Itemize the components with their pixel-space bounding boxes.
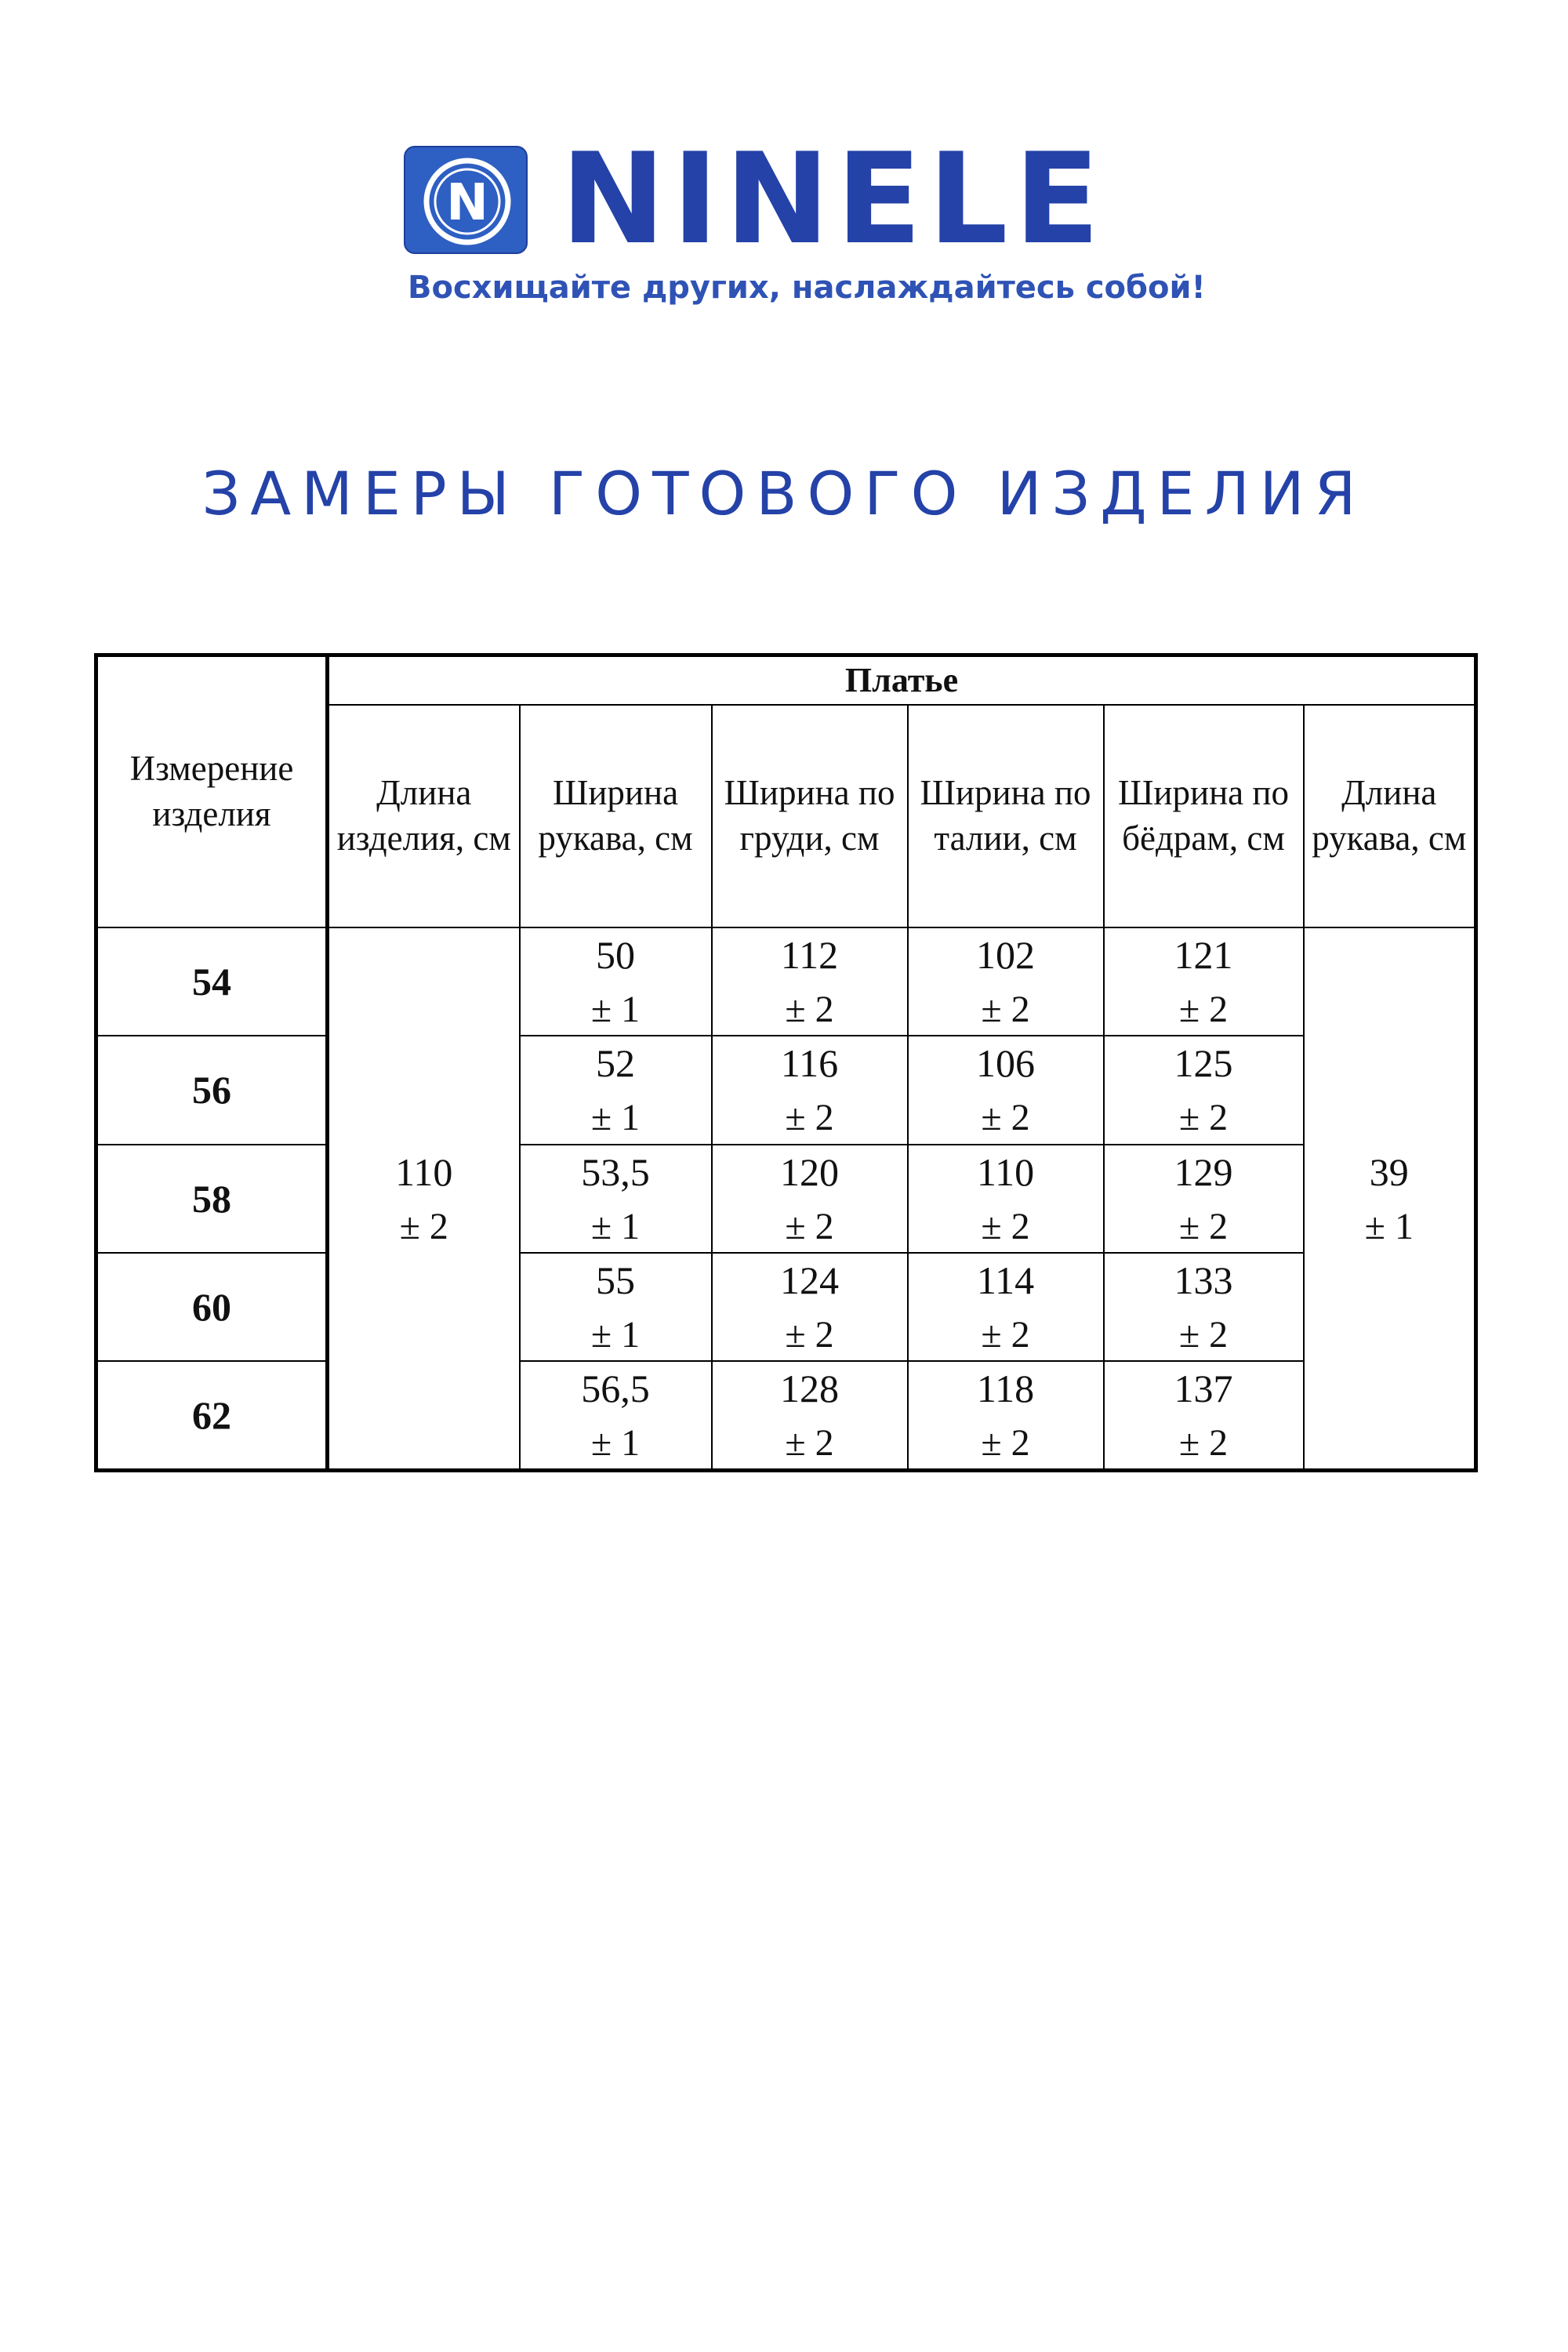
product-length-cell (328, 927, 520, 1471)
hip-width-tolerance: ± 2 (1178, 1313, 1229, 1356)
sleeve-width-tolerance: ± 1 (590, 1205, 641, 1247)
hip-width-cell (1104, 1036, 1304, 1144)
column-header-sleeve-length: Длина рукава, см (1304, 705, 1476, 927)
chest-width-tolerance: ± 2 (785, 1205, 834, 1247)
product-length-tolerance: ± 2 (399, 1205, 448, 1247)
column-header-sleeve-width: Ширина рукава, см (520, 705, 712, 927)
chest-width-cell (712, 1253, 908, 1361)
hip-width-tolerance: ± 2 (1178, 1097, 1229, 1139)
hip-width-value: 133 (1174, 1258, 1233, 1302)
emblem-letter: N (446, 174, 488, 232)
waist-width-value: 110 (976, 1149, 1035, 1194)
table-group-header-row (96, 655, 1476, 706)
sleeve-width-cell (520, 1361, 712, 1471)
chest-width-value: 120 (780, 1149, 839, 1194)
size-cell: 54 (96, 927, 328, 1036)
waist-width-cell (908, 1253, 1104, 1361)
waist-width-value: 102 (976, 933, 1035, 977)
column-header-waist-width: Ширина по талии, см (908, 705, 1104, 927)
sleeve-length-tolerance: ± 1 (1364, 1205, 1414, 1247)
sleeve-width-cell (520, 927, 712, 1036)
table-row (96, 1036, 1476, 1144)
chest-width-tolerance: ± 2 (785, 1313, 834, 1356)
row-header-cell: Измерение изделия (96, 655, 328, 928)
sleeve-width-tolerance: ± 1 (590, 989, 641, 1030)
hip-width-tolerance: ± 2 (1178, 1205, 1229, 1247)
sleeve-width-value: 55 (596, 1258, 635, 1302)
waist-width-value: 106 (976, 1041, 1035, 1086)
sleeve-length-value: 39 (1369, 1149, 1409, 1194)
chest-width-value: 116 (780, 1041, 839, 1086)
hip-width-cell (1104, 1253, 1304, 1361)
hip-width-value: 137 (1174, 1367, 1233, 1411)
sleeve-width-value: 56,5 (581, 1367, 650, 1411)
hip-width-value: 129 (1174, 1149, 1233, 1194)
sleeve-width-cell (520, 1253, 712, 1361)
sleeve-width-tolerance: ± 1 (590, 1313, 641, 1356)
size-cell: 62 (96, 1361, 328, 1471)
brand-logo (404, 125, 1206, 318)
chest-width-tolerance: ± 2 (785, 989, 834, 1030)
chest-width-cell (712, 1036, 908, 1144)
sleeve-width-value: 52 (596, 1041, 635, 1086)
column-header-hip-width: Ширина по бёдрам, см (1104, 705, 1304, 927)
waist-width-tolerance: ± 2 (981, 1205, 1030, 1247)
chest-width-tolerance: ± 2 (785, 1097, 834, 1139)
sleeve-width-cell (520, 1145, 712, 1253)
chest-width-value: 124 (780, 1258, 839, 1302)
chest-width-value: 112 (780, 933, 839, 977)
chest-width-cell (712, 1145, 908, 1253)
hip-width-cell (1104, 927, 1304, 1036)
hip-width-value: 125 (1174, 1041, 1233, 1086)
sleeve-length-cell (1304, 927, 1476, 1471)
hip-width-cell (1104, 1145, 1304, 1253)
waist-width-tolerance: ± 2 (981, 1097, 1030, 1139)
sleeve-width-value: 53,5 (581, 1149, 650, 1194)
waist-width-value: 118 (976, 1367, 1035, 1411)
page-title: ЗАМЕРЫ ГОТОВОГО ИЗДЕЛИЯ (201, 459, 1367, 528)
hip-width-tolerance: ± 2 (1178, 989, 1229, 1030)
waist-width-cell (908, 1361, 1104, 1471)
table-row (96, 1145, 1476, 1253)
waist-width-tolerance: ± 2 (981, 1313, 1030, 1356)
table-row (96, 927, 1476, 1036)
size-cell: 56 (96, 1036, 328, 1144)
waist-width-tolerance: ± 2 (981, 1422, 1030, 1465)
hip-width-tolerance: ± 2 (1178, 1422, 1229, 1465)
chest-width-cell (712, 1361, 908, 1471)
measurements-table (94, 653, 1478, 1472)
group-header-cell: Платье (328, 655, 1476, 706)
product-length-value: 110 (395, 1149, 453, 1194)
chest-width-tolerance: ± 2 (785, 1422, 834, 1465)
waist-width-cell (908, 1036, 1104, 1144)
brand-name: NINELE (561, 125, 1106, 272)
waist-width-value: 114 (976, 1258, 1035, 1302)
size-cell: 58 (96, 1145, 328, 1253)
sleeve-width-tolerance: ± 1 (590, 1097, 641, 1139)
column-header-chest-width: Ширина по груди, см (712, 705, 908, 927)
chest-width-cell (712, 927, 908, 1036)
waist-width-cell (908, 927, 1104, 1036)
hip-width-value: 121 (1174, 933, 1233, 977)
brand-tagline: Восхищайте других, наслаждайтесь собой! (408, 270, 1206, 306)
sleeve-width-value: 50 (596, 933, 635, 977)
size-cell: 60 (96, 1253, 328, 1361)
waist-width-tolerance: ± 2 (981, 989, 1030, 1030)
sleeve-width-cell (520, 1036, 712, 1144)
column-header-product-length: Длина изделия, см (328, 705, 520, 927)
chest-width-value: 128 (780, 1367, 839, 1411)
table-row (96, 1361, 1476, 1471)
brand-emblem-icon (404, 146, 528, 254)
hip-width-cell (1104, 1361, 1304, 1471)
sleeve-width-tolerance: ± 1 (590, 1422, 641, 1465)
table-row (96, 1253, 1476, 1361)
waist-width-cell (908, 1145, 1104, 1253)
